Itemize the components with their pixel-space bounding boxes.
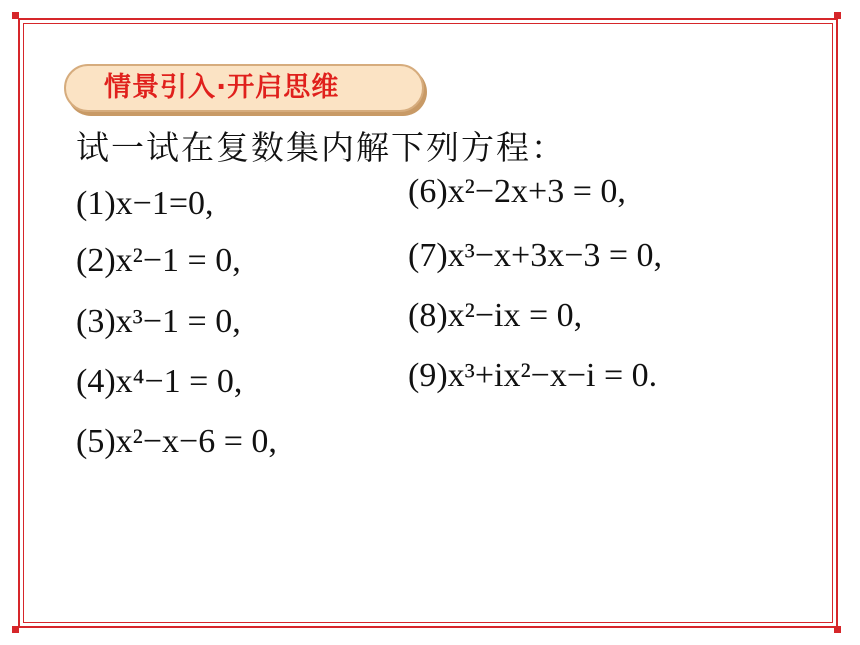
intro-text: 试一试在复数集内解下列方程： [76,128,566,167]
corner-square-bottom-right [834,626,841,633]
corner-square-top-right [834,12,841,19]
equation-1: (1)x−1=0, [76,185,214,222]
equation-7: (7)x³−x+3x−3 = 0, [408,237,663,274]
equation-6: (6)x²−2x+3 = 0, [408,173,626,210]
equation-5: (5)x²−x−6 = 0, [76,423,277,460]
section-title: 情景引入·开启思维 [104,72,340,103]
equation-3: (3)x³−1 = 0, [76,303,241,340]
corner-square-bottom-left [12,626,19,633]
equation-2: (2)x²−1 = 0, [76,242,241,279]
equation-4: (4)x⁴−1 = 0, [76,363,243,400]
corner-square-top-left [12,12,19,19]
equation-8: (8)x²−ix = 0, [408,297,583,334]
equation-9: (9)x³+ix²−x−i = 0. [408,357,658,394]
